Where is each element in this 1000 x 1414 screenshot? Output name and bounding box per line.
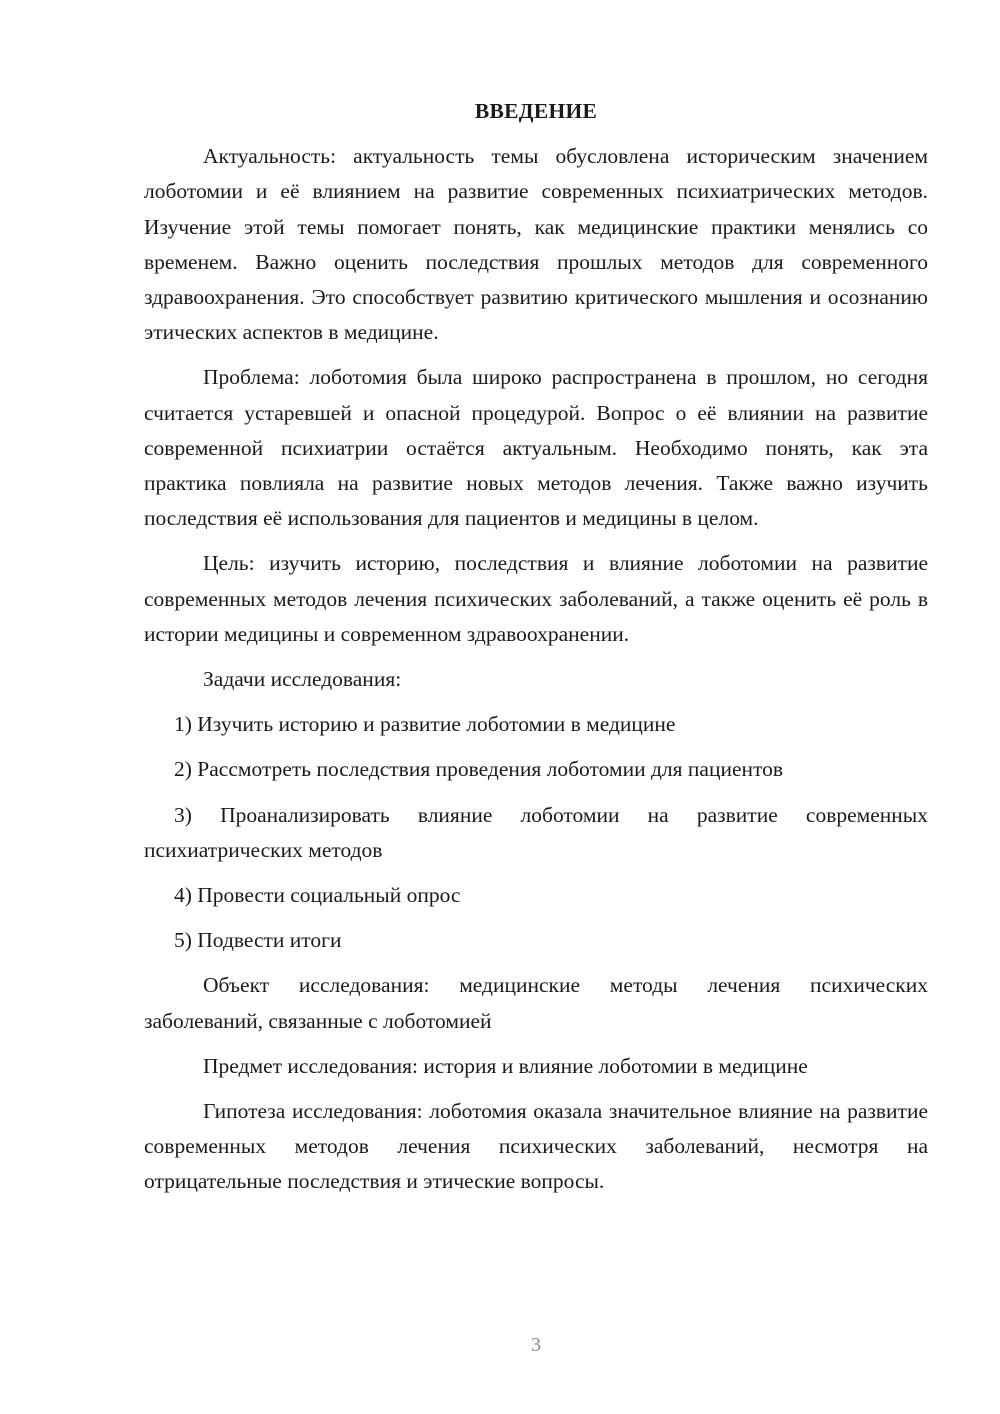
problem-paragraph: Проблема: лоботомия была широко распространена в прошлом, но сегодня считается устаревшей и опасной процедурой. Вопрос о её влиянии на развитие современной психиатрии остаётся актуальным. Необходимо понять, как эта практика повлияла на развитие новых методов лечения. Также важно изучить последствия её использования для пациентов и медицины в целом.: [144, 365, 928, 531]
object-paragraph: Объект исследования: медицинские методы лечения психических заболеваний, связанные с лоботомией: [144, 973, 928, 1033]
task-item-2: 2) Рассмотреть последствия проведения лоботомии для пациентов: [174, 757, 784, 782]
tasks-heading: Задачи исследования:: [203, 667, 402, 692]
task-item-5: 5) Подвести итоги: [174, 928, 342, 953]
task-item-4: 4) Провести социальный опрос: [174, 883, 461, 908]
subject-paragraph: Предмет исследования: история и влияние лоботомии в медицине: [203, 1053, 808, 1078]
page-number: 3: [531, 1334, 541, 1356]
goal-paragraph: Цель: изучить историю, последствия и влияние лоботомии на развитие современных методов лечения психических заболеваний, а также оценить её роль в истории медицины и современном здравоохранении.: [144, 551, 928, 646]
task-item-1: 1) Изучить историю и развитие лоботомии в медицине: [174, 712, 676, 737]
task-item-3: 3) Проанализировать влияние лоботомии на развитие современных психиатрических методов: [144, 802, 928, 862]
hypothesis-paragraph: Гипотеза исследования: лоботомия оказала значительное влияние на развитие современных методов лечения психических заболеваний, несмотря на отрицательные последствия и этические вопросы.: [144, 1099, 928, 1194]
document-body: [144, 94, 928, 1210]
relevance-paragraph: Актуальность: актуальность темы обусловлена историческим значением лоботомии и её влиянием на развитие современных психиатрических методов. Изучение этой темы помогает понять, как медицинские практики менялись со временем. Важно оценить последствия прошлых методов для современного здравоохранения. Это способствует развитию критического мышления и осознанию этических аспектов в медицине.: [144, 144, 928, 345]
page-title: ВВЕДЕНИЕ: [474, 99, 598, 123]
